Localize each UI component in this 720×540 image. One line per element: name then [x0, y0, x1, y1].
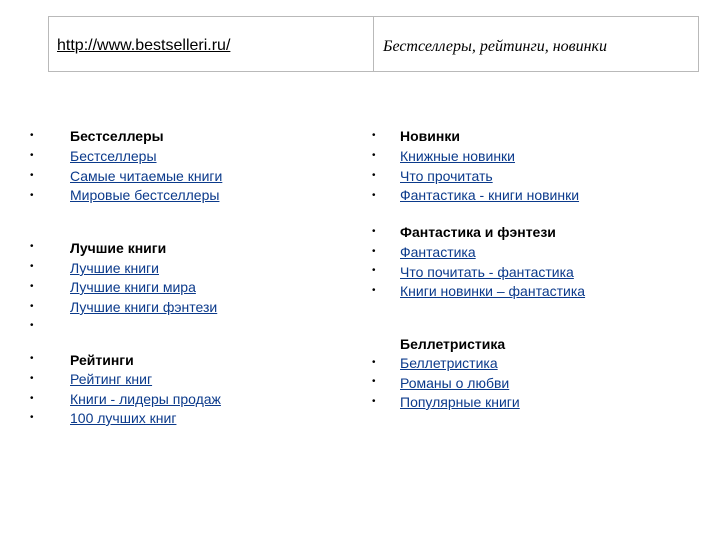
bullet-icon: • — [30, 150, 34, 161]
link-bestsellers[interactable]: Бестселлеры — [70, 148, 157, 164]
site-tagline: Бестселлеры, рейтинги, новинки — [383, 38, 608, 55]
bullet-icon: • — [372, 226, 376, 237]
bullet-icon: • — [372, 396, 376, 407]
bullet-icon: • — [372, 357, 376, 368]
link-what-to-read-sci-fi[interactable]: Что почитать - фантастика — [400, 264, 574, 280]
bullet-icon: • — [372, 170, 376, 181]
bullet-icon: • — [372, 265, 376, 276]
link-what-to-read[interactable]: Что прочитать — [400, 168, 493, 184]
section-heading-best-books: Лучшие книги — [70, 240, 167, 256]
link-love-novels[interactable]: Романы о любви — [400, 375, 510, 391]
section-heading-bestsellers: Бестселлеры — [70, 128, 164, 144]
section-heading-new-releases: Новинки — [400, 128, 460, 144]
link-world-bestsellers[interactable]: Мировые бестселлеры — [70, 187, 220, 203]
bullet-icon: • — [30, 170, 34, 181]
link-best-fantasy-books[interactable]: Лучшие книги фэнтези — [70, 299, 218, 315]
link-best-books[interactable]: Лучшие книги — [70, 260, 159, 276]
link-book-new-releases[interactable]: Книжные новинки — [400, 148, 515, 164]
bullet-icon: • — [372, 150, 376, 161]
bullet-icon: • — [372, 285, 376, 296]
link-sales-leaders[interactable]: Книги - лидеры продаж — [70, 391, 221, 407]
bullet-icon: • — [30, 281, 34, 292]
link-best-books-world[interactable]: Лучшие книги мира — [70, 279, 196, 295]
section-heading-fiction: Беллетристика — [400, 336, 506, 352]
section-heading-fantasy: Фантастика и фэнтези — [400, 224, 556, 240]
header-divider — [373, 16, 374, 72]
link-sci-fi[interactable]: Фантастика — [400, 244, 476, 260]
bullet-icon: • — [372, 190, 376, 201]
bullet-icon: • — [30, 393, 34, 404]
bullet-icon: • — [372, 246, 376, 257]
site-url-link[interactable]: http://www.bestselleri.ru/ — [57, 37, 231, 54]
bullet-icon: • — [30, 190, 34, 201]
link-new-sci-fi-books[interactable]: Фантастика - книги новинки — [400, 187, 580, 203]
bullet-icon: • — [372, 130, 376, 141]
link-top-100-books[interactable]: 100 лучших книг — [70, 410, 177, 426]
link-popular-books[interactable]: Популярные книги — [400, 394, 520, 410]
bullet-icon: • — [372, 376, 376, 387]
bullet-icon: • — [30, 373, 34, 384]
bullet-icon: • — [30, 320, 34, 331]
bullet-icon: • — [30, 301, 34, 312]
section-heading-ratings: Рейтинги — [70, 352, 134, 368]
bullet-icon: • — [30, 241, 34, 252]
link-new-books-sci-fi[interactable]: Книги новинки – фантастика — [400, 283, 586, 299]
link-book-rating[interactable]: Рейтинг книг — [70, 371, 153, 387]
link-fiction[interactable]: Беллетристика — [400, 355, 498, 371]
link-most-read-books[interactable]: Самые читаемые книги — [70, 168, 223, 184]
bullet-icon: • — [30, 353, 34, 364]
bullet-icon: • — [30, 130, 34, 141]
bullet-icon: • — [30, 261, 34, 272]
bullet-icon: • — [30, 412, 34, 423]
